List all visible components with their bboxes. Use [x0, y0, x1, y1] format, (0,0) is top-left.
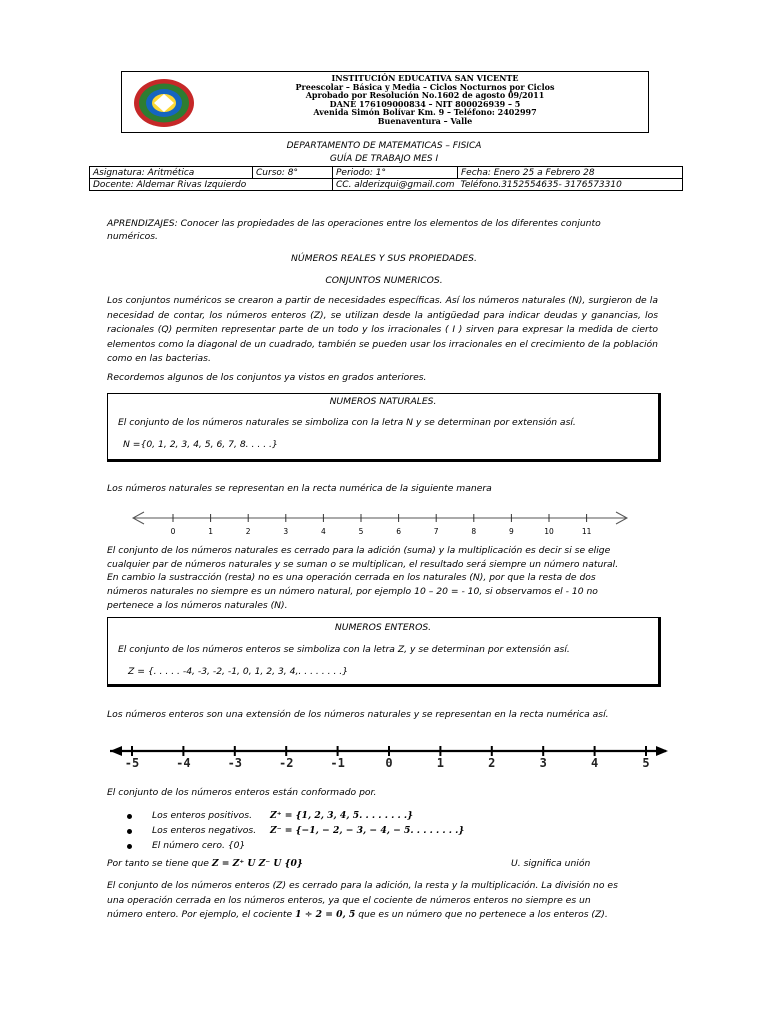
date-cell: Fecha: Enero 25 a Febrero 28 [457, 167, 682, 179]
naturals-closure-line-5: pertenece a los números naturales (N). [107, 599, 288, 611]
right-arrow-icon [656, 746, 668, 756]
section-title-number-sets: CONJUNTOS NUMERICOS. [325, 275, 443, 286]
left-arrow-icon [110, 746, 122, 756]
tick-label: 1 [436, 756, 445, 770]
naturals-box [107, 393, 661, 462]
integers-box [107, 617, 661, 687]
closing-formula: 1 ÷ 2 = 0, 5 [295, 909, 356, 920]
integers-set: Z = {. . . . . -4, -3, -2, -1, 0, 1, 2, 3, 4,. . . . . . . .} [128, 666, 349, 677]
grade-cell: Curso: 8° [253, 167, 333, 179]
section-title-real-numbers: NÚMEROS REALES Y SUS PROPIEDADES. [291, 253, 477, 264]
tick-label: 4 [590, 756, 599, 770]
tick-label: 6 [396, 527, 401, 536]
tick-label: 2 [488, 756, 496, 770]
bullet-label: Los enteros positivos. [152, 810, 252, 821]
period-cell: Periodo: 1° [333, 167, 458, 179]
bullet-label: El número cero. {0} [152, 840, 246, 851]
integers-line-caption: Los números enteros son una extensión de los números naturales y se representan en la recta numérica así. [107, 709, 609, 720]
guide-title: GUÍA DE TRABAJO MES I [329, 154, 439, 164]
closing-paragraph [107, 879, 667, 923]
subject-cell: Asignatura: Aritmética [90, 167, 253, 179]
institution-header [121, 71, 649, 133]
bullet-label: Los enteros negativos. [152, 825, 257, 836]
tick-label: 2 [245, 527, 251, 536]
teacher-cell: Docente: Aldemar Rivas Izquierdo [90, 179, 333, 191]
tick-label: -3 [227, 756, 243, 770]
tick-label: 8 [471, 527, 477, 536]
institution-name: INSTITUCIÓN EDUCATIVA SAN VICENTE [331, 73, 519, 83]
closing-line-3: número entero. Por ejemplo, el cociente [107, 909, 296, 920]
naturals-box-title: NUMEROS NATURALES. [329, 396, 437, 407]
tick-label: 4 [321, 527, 326, 536]
integers-number-line [108, 742, 670, 770]
tick-label: 5 [642, 756, 650, 770]
union-note: U. significa unión [511, 858, 591, 869]
tick-label: 7 [433, 527, 439, 536]
intro-paragraph: Los conjuntos numéricos se crearon a partir de necesidades específicas. Así los números naturales (N), surgieron de la necesidad de contar, los números enteros (Z), se utilizan desde la antigüedad para indicar deudas y ganancias, los racionales (Q) permiten representar parte de un todo y los irracionales ( I ) sirven para expresar la medida de cierto elementos como la diagonal de un cuadrado, también se pueden usar los irracionales en el crecimiento de la población como en las bacterias. [107, 295, 658, 364]
naturals-line-caption: Los números naturales se representan en la recta numérica de la siguiente manera [107, 483, 492, 494]
tick-label: 9 [509, 527, 514, 536]
naturals-number-line [130, 506, 630, 540]
tick-label: 3 [539, 756, 547, 770]
department-title: DEPARTAMENTO DE MATEMATICAS – FISICA [286, 141, 482, 151]
institution-dane: DANE 176109000834 – NIT 800026939 – 5 [329, 98, 521, 109]
bullet-icon [127, 814, 132, 819]
integers-formed-text: El conjunto de los números enteros están conformado por. [107, 787, 377, 798]
naturals-definition: El conjunto de los números naturales se simboliza con la letra N y se determinan por extensión así. [118, 417, 576, 428]
naturals-closure-line-2: cualquier par de números naturales y se suman o se multiplican, el resultado será siempre un número natural. [107, 558, 619, 570]
integers-box-title: NUMEROS ENTEROS. [334, 622, 432, 633]
tick-label: 5 [358, 527, 364, 536]
bullet-icon [127, 844, 132, 849]
naturals-closure-paragraph [107, 544, 667, 613]
learning-objectives: APRENDIZAJES: Conocer las propiedades de las operaciones entre los elementos de los diferentes conjunto numéricos. [107, 218, 601, 242]
bullet-formula: Z⁻ = {−1, − 2, − 3, − 4, − 5. . . . . . . .} [270, 825, 465, 836]
naturals-closure-line-3: En cambio la sustracción (resta) no es una operación cerrada en los naturales (N), por que la resta de dos [107, 572, 596, 584]
recall-text: Recordemos algunos de los conjuntos ya vistos en grados anteriores. [107, 372, 427, 383]
email-cell: CC. alderizqui@gmail.com [333, 179, 458, 191]
institution-levels: Preescolar – Básica y Media – Ciclos Nocturnos por Ciclos [295, 81, 555, 92]
tick-label: -4 [176, 756, 191, 770]
union-line [107, 857, 303, 872]
course-info-table [89, 166, 683, 191]
school-logo [132, 77, 196, 129]
institution-city: Buenaventura – Valle [377, 115, 473, 126]
bullet-icon [127, 829, 132, 834]
tick-label: -2 [278, 756, 294, 770]
naturals-closure-line-1: El conjunto de los números naturales es cerrado para la adición (suma) y la multiplicación es decir si se elige [107, 545, 611, 556]
phone-cell: Teléfono.3152554635- 3176573310 [457, 179, 682, 191]
naturals-closure-line-4: números naturales no siempre es un número natural, por ejemplo 10 – 20 = - 10, si observamos el - 10 no [107, 586, 598, 598]
naturals-set: N ={0, 1, 2, 3, 4, 5, 6, 7, 8. . . . .} [123, 439, 278, 450]
tick-label: 10 [544, 527, 554, 536]
tick-label: 0 [170, 527, 176, 536]
closing-line-2: una operación cerrada en los números enteros, ya que el cociente de números enteros no siempre es un [107, 894, 591, 906]
closing-line-1: El conjunto de los números enteros (Z) es cerrado para la adición, la resta y la multiplicación. La división no es [107, 880, 618, 891]
institution-approval: Aprobado por Resolución No.1602 de agosto 09/2011 [305, 90, 545, 101]
tick-label: 3 [283, 527, 289, 536]
union-formula: Z = Z⁺ U Z⁻ U {0} [211, 858, 303, 869]
integers-definition: El conjunto de los números enteros se simboliza con la letra Z, y se determinan por extensión así. [118, 644, 570, 655]
tick-label: 1 [208, 527, 213, 536]
tick-label: 11 [581, 527, 592, 536]
union-prefix: Por tanto se tiene que [107, 858, 212, 869]
bullet-formula: Z⁺ = {1, 2, 3, 4, 5. . . . . . . .} [270, 810, 413, 821]
tick-label: 0 [385, 756, 393, 770]
tick-label: -1 [330, 756, 345, 770]
institution-address: Avenida Simón Bolívar Km. 9 – Teléfono: 2402997 [313, 107, 537, 118]
tick-label: -5 [124, 756, 140, 770]
closing-line-3-end: que es un número que no pertenece a los enteros (Z). [355, 909, 608, 920]
